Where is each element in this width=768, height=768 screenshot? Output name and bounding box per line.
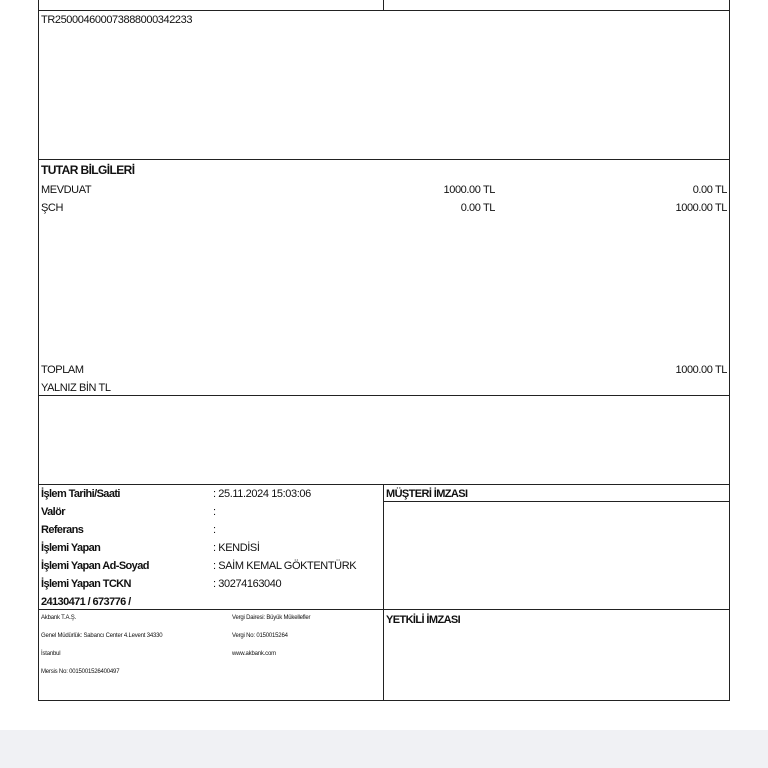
transaction-code: 24130471 / 673776 / [41,596,131,608]
total-value: 1000.00 TL [675,364,727,376]
customer-signature-rule [383,501,730,502]
amount-row-col2: 0.00 TL [692,184,727,196]
bank-info-line: Akbank T.A.Ş. [41,615,76,621]
bank-info-line: Vergi Dairesi: Büyük Mükellefler [232,615,311,621]
bank-info-line: Genel Müdürlük: Sabancı Center 4.Levent 34330 [41,633,163,639]
detail-value: : 30274163040 [213,578,282,590]
customer-signature-label: MÜŞTERİ İMZASI [386,488,468,500]
details-section [38,484,730,701]
detail-label: İşlem Tarihi/Saati [41,488,120,500]
amount-row-label: MEVDUAT [41,184,92,196]
amount-row-col2: 1000.00 TL [675,202,727,214]
detail-label: İşlemi Yapan TCKN [41,578,131,590]
detail-label: İşlemi Yapan Ad-Soyad [41,560,149,572]
amount-row-col1: 1000.00 TL [443,184,495,196]
amount-in-words: YALNIZ BİN TL [41,382,111,394]
bank-info-rule [38,609,730,610]
detail-label: Referans [41,524,84,536]
authorized-signature-label: YETKİLİ İMZASI [386,614,461,626]
amount-row-col1: 0.00 TL [460,202,495,214]
detail-value: : [213,524,216,536]
detail-value: : SAİM KEMAL GÖKTENTÜRK [213,560,357,572]
bank-info-line: Mersis No: 0015001526400497 [41,669,120,675]
detail-value: : [213,506,216,518]
total-label: TOPLAM [41,364,84,376]
detail-value: : KENDİSİ [213,542,260,554]
details-divider [383,484,384,701]
iban-text: TR250004600073888000342233 [41,14,193,26]
viewer-bottom-bar [0,730,768,768]
blank-section [38,395,730,485]
iban-top-rule [38,10,730,11]
detail-value: : 25.11.2024 15:03:06 [213,488,311,500]
amount-row-label: ŞCH [41,202,64,214]
bank-info-line: Vergi No: 0150015264 [232,633,288,639]
detail-label: İşlemi Yapan [41,542,101,554]
amounts-title: TUTAR BİLGİLERİ [41,163,135,177]
bank-info-line: İstanbul [41,651,61,657]
detail-label: Valör [41,506,65,518]
bank-website: www.akbank.com [232,651,276,657]
